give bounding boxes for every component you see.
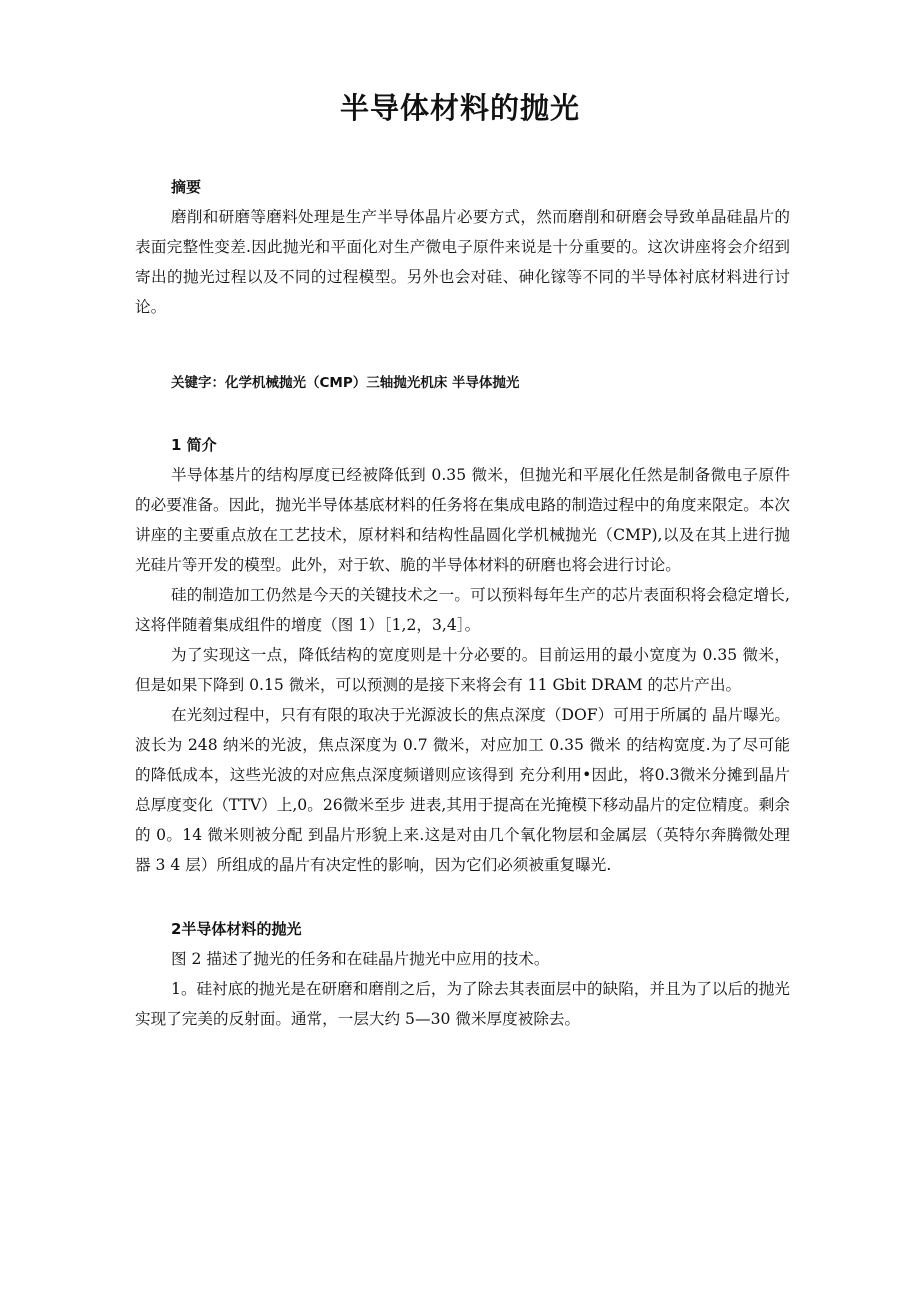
section1-paragraph: 为了实现这一点，降低结构的宽度则是十分必要的。目前运用的最小宽度为 0.35 微米，但是如果下降到 0.15 微米，可以预测的是接下来将会有 11 Gbit DRAM 的芯片产出。 xyxy=(135,646,790,694)
section1-paragraph: 半导体基片的结构厚度已经被降低到 0.35 微米，但抛光和平展化任然是制备微电子原件的必要准备。因此，抛光半导体基底材料的任务将在集成电路的制造过程中的角度来限定。本次讲座的主要重点放在工艺技术，原材料和结构性晶圆化学机械抛光（CMP),以及在其上进行抛光硅片等开发的模型。此外，对于软、脆的半导体材料的研磨也将会进行讨论。 xyxy=(135,466,790,574)
section2-heading: 2半导体材料的抛光 xyxy=(171,920,302,938)
document-title: 半导体材料的抛光 xyxy=(339,91,580,125)
section2-paragraph: 1。硅衬底的抛光是在研磨和磨削之后，为了除去其表面层中的缺陷，并且为了以后的抛光实现了完美的反射面。通常，一层大约 5—30 微米厚度被除去。 xyxy=(135,980,790,1028)
section1-paragraph: 在光刻过程中，只有有限的取决于光源波长的焦点深度（DOF）可用于所属的 晶片曝光。波长为 248 纳米的光波，焦点深度为 0.7 微米，对应加工 0.35 微米 的结构宽度.为了尽可能的降低成本，这些光波的对应焦点深度频谱则应该得到 充分利用•因此，将0.3微米分摊到晶片总厚度变化（TTV）上,0。26微米至步 进表,其用于提高在光掩模下移动晶片的定位精度。剩余的 0。14 微米则被分配 到晶片形貌上来.这是对由几个氧化物层和金属层（英特尔奔腾微处理器 3 4 层）所组成的晶片有决定性的影响，因为它们必须被重复曝光. xyxy=(135,706,790,874)
abstract-heading: 摘要 xyxy=(171,178,202,196)
document-body xyxy=(135,172,790,1034)
section2-intro: 图 2 描述了抛光的任务和在硅晶片抛光中应用的技术。 xyxy=(171,950,550,968)
section1-paragraph: 硅的制造加工仍然是今天的关键技术之一。可以预料每年生产的芯片表面积将会稳定增长,这将伴随着集成组件的增度（图 1）［1,2，3,4］。 xyxy=(135,586,790,634)
spacer xyxy=(135,880,790,914)
keywords-line: 关键字：化学机械抛光（CMP）三轴抛光机床 半导体抛光 xyxy=(171,375,520,391)
section1-heading: 1 简介 xyxy=(171,436,217,454)
abstract-text: 磨削和研磨等磨料处理是生产半导体晶片必要方式，然而磨削和研磨会导致单晶硅晶片的表面完整性变差.因此抛光和平面化对生产微电子原件来说是十分重要的。这次讲座将会介绍到寄出的抛光过程以及不同的过程模型。另外也会对硅、砷化镓等不同的半导体衬底材料进行讨论。 xyxy=(135,208,790,316)
spacer xyxy=(135,322,790,368)
spacer xyxy=(135,398,790,430)
